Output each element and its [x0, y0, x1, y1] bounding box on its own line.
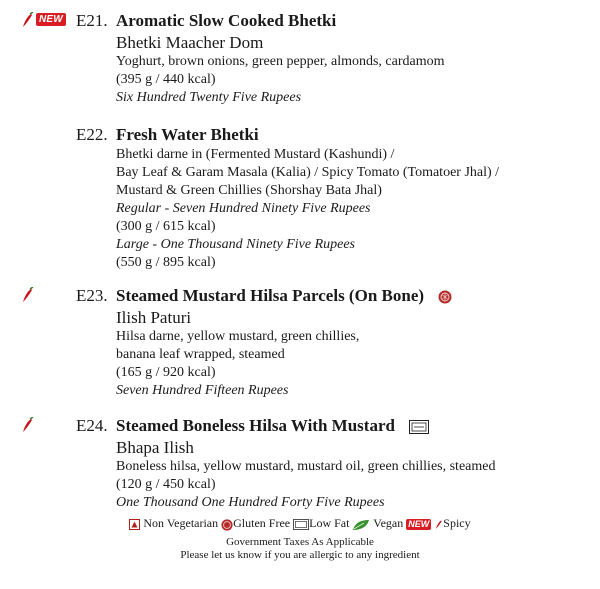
item-name: Aromatic Slow Cooked Bhetki: [116, 11, 337, 30]
chili-icon: [20, 12, 34, 30]
item-description: Bhetki darne in (Fermented Mustard (Kashundi) /: [116, 147, 395, 162]
item-body: [116, 437, 596, 512]
item-description: Boneless hilsa, yellow mustard, mustard oil, green chillies, steamed: [116, 459, 496, 474]
chili-icon: [20, 287, 34, 305]
low-fat-icon: [293, 519, 309, 530]
item-nutrition: (165 g / 920 kcal): [116, 365, 216, 380]
item-description: Mustard & Green Chillies (Shorshay Bata Jhal): [116, 183, 382, 198]
item-subname: Bhetki Maacher Dom: [116, 33, 264, 52]
item-name-row: [116, 285, 452, 307]
item-description: banana leaf wrapped, steamed: [116, 347, 285, 362]
new-badge: NEW: [36, 13, 66, 26]
item-nutrition: (120 g / 450 kcal): [116, 477, 216, 492]
item-subname: Bhapa Ilish: [116, 438, 194, 457]
item-price-regular: Regular - Seven Hundred Ninety Five Rupees: [116, 201, 371, 216]
chili-icon: [434, 519, 443, 531]
item-name-row: [116, 415, 429, 437]
item-name: Fresh Water Bhetki: [116, 125, 259, 144]
low-fat-icon: [409, 420, 429, 434]
item-code: E21.: [76, 11, 108, 30]
legend-low-fat: Low Fat: [293, 515, 349, 531]
legend-spicy: Spicy: [434, 515, 470, 531]
new-badge: NEW: [408, 519, 430, 529]
item-name: Steamed Mustard Hilsa Parcels (On Bone): [116, 286, 425, 305]
item-price: Six Hundred Twenty Five Rupees: [116, 90, 302, 105]
item-price: One Thousand One Hundred Forty Five Rupees: [116, 495, 385, 510]
item-description: Hilsa darne, yellow mustard, green chillies,: [116, 329, 360, 344]
taxes-note: Government Taxes As Applicable: [226, 536, 374, 548]
legend-new: [406, 515, 431, 531]
item-code: E23.: [76, 286, 108, 305]
item-nutrition: (300 g / 615 kcal): [116, 219, 216, 234]
legend-gluten-free: Gluten Free: [221, 515, 290, 531]
item-nutrition: (395 g / 440 kcal): [116, 72, 216, 87]
vegan-leaf-icon: [352, 519, 370, 531]
gluten-free-icon: [221, 519, 233, 531]
non-veg-icon: [129, 519, 140, 530]
gluten-free-icon: [438, 290, 452, 304]
item-code: E22.: [76, 125, 108, 144]
item-body: [116, 307, 596, 400]
allergy-note: Please let us know if you are allergic to any ingredient: [180, 549, 420, 561]
item-nutrition: (550 g / 895 kcal): [116, 255, 216, 270]
legend-non-veg: Non Vegetarian: [129, 515, 218, 531]
item-price-large: Large - One Thousand Ninety Five Rupees: [116, 237, 355, 252]
chili-icon: [20, 417, 34, 435]
item-name: Steamed Boneless Hilsa With Mustard: [116, 416, 395, 435]
item-price: Seven Hundred Fifteen Rupees: [116, 383, 289, 398]
item-description: Yoghurt, brown onions, green pepper, almonds, cardamom: [116, 54, 445, 69]
item-subname: Ilish Paturi: [116, 308, 192, 327]
item-code: E24.: [76, 416, 108, 435]
item-body: [116, 146, 596, 272]
legend-vegan: Vegan: [352, 515, 403, 531]
item-body: [116, 32, 596, 107]
dietary-legend: [0, 514, 600, 531]
item-description: Bay Leaf & Garam Masala (Kalia) / Spicy Tomato (Tomatoer Jhal) /: [116, 165, 500, 180]
